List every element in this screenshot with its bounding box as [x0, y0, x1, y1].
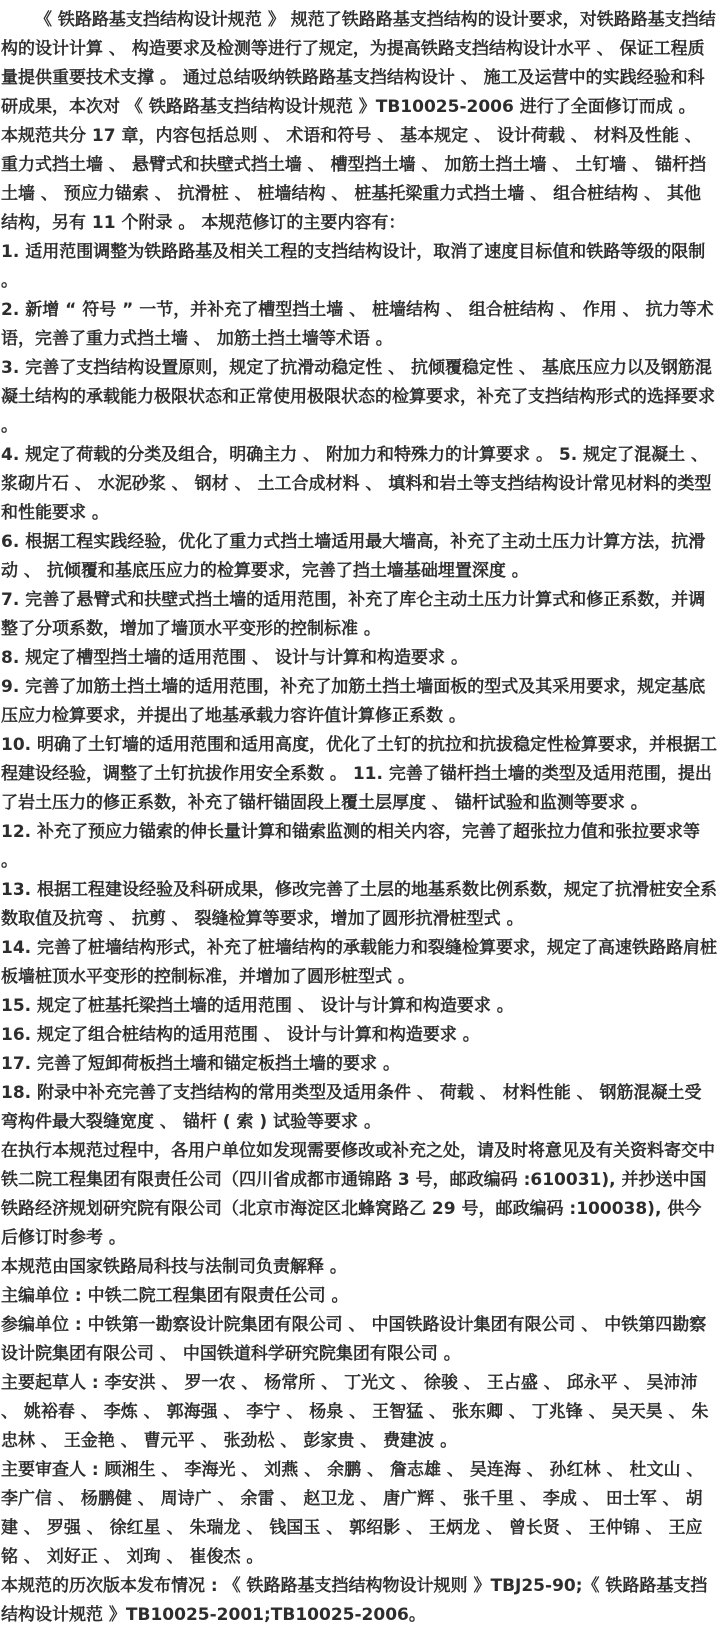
paragraph-main-reviewers: 主要审查人 : 顾湘生 、 李海光 、 刘燕 、 余鹏 、 詹志雄 、 吴连海 、 孙红林 、 杜文山 、 李广信 、 杨鹏健 、 周诗广 、 余雷 、 赵卫龙 、 唐广辉 、 张千里 、 李成 、 田士军 、 胡建 、 罗强 、 徐红星 、 朱瑞龙 、 钱国玉 、 郭绍影 、 王炳龙 、 曾长贤 、 王仲锦 、 王应铭 、 刘好正 、 刘珣 、 崔俊杰 。 [1, 1460, 704, 1567]
paragraph-participating-units: 参编单位 : 中铁第一勘察设计院集团有限公司 、 中国铁路设计集团有限公司 、 中铁第四勘察设计院集团有限公司 、 中国铁道科学研究院集团有限公司 。 [1, 1315, 707, 1364]
paragraph-item-10-11: 10. 明确了土钉墙的适用范围和适用高度，优化了土钉的抗拉和抗拔稳定性检算要求，并根据工程建设经验，调整了土钉抗拔作用安全系数 。 11. 完善了锚杆挡土墙的类型及适用范围，提出了岩土压力的修正系数，补充了锚杆锚固段上覆土层厚度 、 锚杆试验和监测等要求 。 [1, 735, 718, 813]
paragraph-item-16: 16. 规定了组合桩结构的适用范围 、 设计与计算和构造要求 。 [1, 1025, 480, 1045]
paragraph-intro: 《 铁路路基支挡结构设计规范 》 规范了铁路路基支挡结构的设计要求，对铁路路基支挡结构的设计计算 、 构造要求及检测等进行了规定，为提高铁路支挡结构设计水平 、 保证工程质量提供重要技术支撑 。 通过总结吸纳铁路路基支挡结构设计 、 施工及运营中的实践经验和科研成果，本次对 《 铁路路基支挡结构设计规范 》TB10025-2006 进行了全面修订而成 。 [1, 10, 716, 117]
paragraph-item-13: 13. 根据工程建设经验及科研成果，修改完善了土层的地基系数比例系数，规定了抗滑桩安全系数取值及抗弯 、 抗剪 、 裂缝检算等要求，增加了圆形抗滑桩型式 。 [1, 880, 718, 929]
paragraph-item-14: 14. 完善了桩墙结构形式，补充了桩墙结构的承载能力和裂缝检算要求，规定了高速铁路路肩桩板墙桩顶水平变形的控制标准，并增加了圆形桩型式 。 [1, 938, 718, 987]
paragraph-item-6: 6. 根据工程实践经验，优化了重力式挡土墙适用最大墙高，补充了主动土压力计算方法，抗滑动 、 抗倾覆和基底压应力的检算要求，完善了挡土墙基础埋置深度 。 [1, 532, 706, 581]
paragraph-version-history: 本规范的历次版本发布情况 : 《 铁路路基支挡结构物设计规则 》TBJ25-90;《 铁路路基支挡结构设计规范 》TB10025-2001;TB10025-2006。 [1, 1576, 708, 1625]
paragraph-item-4-5: 4. 规定了荷载的分类及组合，明确主力 、 附加力和特殊力的计算要求 。 5. 规定了混凝土 、 浆砌片石 、 水泥砂浆 、 钢材 、 土工合成材料 、 填料和岩土等支挡结构设计常见材料的类型和性能要求 。 [1, 445, 712, 523]
paragraph-main-drafters: 主要起草人 : 李安洪 、 罗一农 、 杨常所 、 丁光文 、 徐骏 、 王占盛 、 邱永平 、 吴沛沛 、 姚裕春 、 李炼 、 郭海强 、 李宁 、 杨泉 、 王智猛 、 张东卿 、 丁兆锋 、 吴天昊 、 朱忠林 、 王金艳 、 曹元平 、 张劲松 、 彭家贵 、 费建波 。 [1, 1373, 709, 1451]
paragraph-chief-editing-unit: 主编单位 : 中铁二院工程集团有限责任公司 。 [1, 1286, 349, 1306]
paragraph-item-12: 12. 补充了预应力锚索的伸长量计算和锚索监测的相关内容，完善了超张拉力值和张拉要求等 。 [1, 822, 701, 871]
paragraph-item-15: 15. 规定了桩基托梁挡土墙的适用范围 、 设计与计算和构造要求 。 [1, 996, 514, 1016]
paragraph-item-3: 3. 完善了支挡结构设置原则，规定了抗滑动稳定性 、 抗倾覆稳定性 、 基底压应力以及钢筋混凝土结构的承载能力极限状态和正常使用极限状态的检算要求，补充了支挡结构形式的选择要求 。 [1, 358, 715, 436]
paragraph-item-8: 8. 规定了槽型挡土墙的适用范围 、 设计与计算和构造要求 。 [1, 648, 468, 668]
paragraph-item-18: 18. 附录中补充完善了支挡结构的常用类型及适用条件 、 荷载 、 材料性能 、 钢筋混凝土受弯构件最大裂缝宽度 、 锚杆 ( 索 ) 试验等要求 。 [1, 1083, 702, 1132]
paragraph-item-7: 7. 完善了悬臂式和扶壁式挡土墙的适用范围，补充了库仑主动土压力计算式和修正系数，并调整了分项系数，增加了墙顶水平变形的控制标准 。 [1, 590, 706, 639]
paragraph-item-2: 2. 新增 “ 符号 ” 一节，并补充了槽型挡土墙 、 桩墙结构 、 组合桩结构 、 作用 、 抗力等术语，完善了重力式挡土墙 、 加筋土挡土墙等术语 。 [1, 300, 714, 349]
paragraph-feedback-addresses: 在执行本规范过程中，各用户单位如发现需要修改或补充之处，请及时将意见及有关资料寄交中铁二院工程集团有限责任公司（四川省成都市通锦路 3 号，邮政编码 :610031), 并抄送中国铁路经济规划研究院有限公司（北京市海淀区北蜂窝路乙 29 号，邮政编码 :100038), 供今后修订时参考 。 [1, 1141, 715, 1248]
paragraph-item-1: 1. 适用范围调整为铁路路基及相关工程的支挡结构设计，取消了速度目标值和铁路等级的限制 。 [1, 242, 706, 291]
paragraph-item-9: 9. 完善了加筋土挡土墙的适用范围，补充了加筋土挡土墙面板的型式及其采用要求，规定基底压应力检算要求，并提出了地基承载力容许值计算修正系数 。 [1, 677, 706, 726]
paragraph-item-17: 17. 完善了短卸荷板挡土墙和锚定板挡土墙的要求 。 [1, 1054, 400, 1074]
paragraph-chapters-overview: 本规范共分 17 章，内容包括总则 、 术语和符号 、 基本规定 、 设计荷载 、 材料及性能 、 重力式挡土墙 、 悬臂式和扶壁式挡土墙 、 槽型挡土墙 、 加筋土挡土墙 、 土钉墙 、 锚杆挡土墙 、 预应力锚索 、 抗滑桩 、 桩墙结构 、 桩基托梁重力式挡土墙 、 组合桩结构 、 其他结构，另有 11 个附录 。 本规范修订的主要内容有： [1, 126, 707, 233]
paragraph-interpretation-authority: 本规范由国家铁路局科技与法制司负责解释 。 [1, 1257, 347, 1277]
